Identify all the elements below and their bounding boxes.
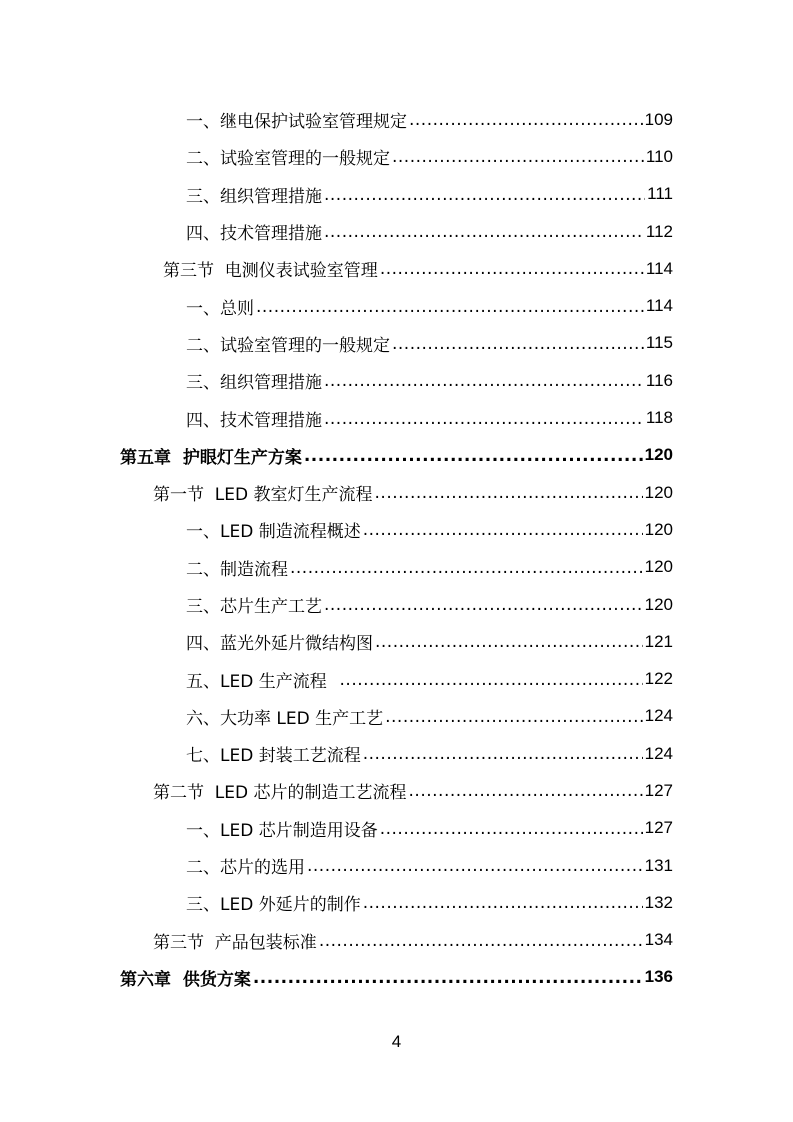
toc-entry[interactable] — [0, 623, 793, 660]
toc-entry[interactable] — [0, 138, 793, 175]
toc-entry[interactable] — [0, 810, 793, 847]
toc-entry-title: 第三节 电测仪表试验室管理 — [163, 261, 378, 282]
toc-entry-page: 115 — [645, 333, 673, 353]
toc-entry-page: 127 — [644, 818, 673, 838]
toc-entry[interactable] — [0, 698, 793, 735]
toc-entry-title: 一、继电保护试验室管理规定 — [186, 112, 407, 133]
toc-entry-title: 四、技术管理措施 — [186, 224, 322, 245]
toc-entry-title: 第六章 供货方案 — [120, 969, 251, 990]
dot-leader — [363, 522, 643, 539]
toc-entry[interactable] — [0, 287, 793, 324]
toc-entry-title: 五、LED 生产流程 — [186, 671, 338, 692]
toc-entry-title: 一、总则 — [186, 298, 254, 319]
dot-leader — [409, 112, 643, 129]
dot-leader — [409, 783, 643, 800]
toc-entry-title: 一、LED 芯片制造用设备 — [186, 820, 378, 841]
dot-leader — [340, 672, 643, 689]
toc-entry-page: 118 — [645, 408, 673, 428]
toc-entry-title: 二、试验室管理的一般规定 — [186, 149, 390, 170]
toc-entry-title: 第五章 护眼灯生产方案 — [120, 447, 302, 468]
toc-entry-title: 三、组织管理措施 — [186, 186, 322, 207]
toc-entry-page: 132 — [644, 892, 673, 912]
toc-entry-page: 112 — [645, 221, 673, 241]
toc-entry-page: 120 — [644, 445, 673, 465]
toc-entry-title: 一、LED 制造流程概述 — [186, 522, 361, 543]
toc-entry-title: 二、制造流程 — [186, 559, 288, 580]
toc-entry-title: 第三节 产品包装标准 — [153, 932, 317, 953]
toc-entry-page: 111 — [647, 184, 673, 204]
dot-leader — [324, 187, 645, 204]
toc-entry-title: 第一节 LED 教室灯生产流程 — [153, 485, 373, 506]
toc-entry-title: 四、技术管理措施 — [186, 410, 322, 431]
dot-leader — [375, 634, 643, 651]
toc-entry[interactable] — [0, 847, 793, 884]
dot-leader — [324, 411, 644, 428]
dot-leader — [256, 299, 644, 316]
dot-leader — [380, 821, 643, 838]
dot-leader — [385, 709, 643, 726]
toc-entry[interactable] — [0, 884, 793, 921]
toc-entry-page: 110 — [645, 146, 673, 166]
dot-leader — [392, 336, 644, 353]
toc-entry-page: 122 — [644, 669, 673, 689]
toc-section-entry[interactable] — [0, 922, 793, 959]
toc-entry[interactable] — [0, 511, 793, 548]
toc-entry-page: 121 — [644, 631, 673, 651]
toc-entry-title: 三、芯片生产工艺 — [186, 597, 322, 617]
toc-entry-page: 120 — [644, 594, 673, 614]
toc-chapter-entry[interactable] — [0, 959, 793, 996]
toc-entry-title: 七、LED 封装工艺流程 — [186, 746, 361, 767]
toc-entry[interactable] — [0, 586, 793, 623]
dot-leader — [380, 261, 644, 278]
toc-entry-page: 114 — [645, 296, 673, 316]
toc-entry-title: 二、芯片的选用 — [186, 858, 305, 879]
toc-entry-page: 116 — [645, 370, 673, 390]
toc-entry-page: 131 — [644, 855, 673, 875]
toc-entry-page: 109 — [644, 109, 673, 129]
dot-leader — [324, 597, 643, 614]
dot-leader — [304, 448, 643, 465]
dot-leader — [375, 485, 643, 502]
toc-entry-page: 136 — [644, 967, 673, 987]
toc-entry[interactable] — [0, 325, 793, 362]
toc-chapter-entry[interactable] — [0, 437, 793, 474]
toc-entry-page: 114 — [645, 258, 673, 278]
dot-leader — [290, 560, 643, 577]
table-of-contents — [0, 101, 793, 996]
toc-entry-page: 124 — [644, 706, 673, 726]
toc-entry-title: 三、组织管理措施 — [186, 373, 322, 394]
dot-leader — [324, 224, 644, 241]
toc-entry[interactable] — [0, 549, 793, 586]
toc-entry[interactable] — [0, 213, 793, 250]
toc-entry[interactable] — [0, 101, 793, 138]
toc-entry-title: 四、蓝光外延片微结构图 — [186, 634, 373, 655]
toc-entry[interactable] — [0, 399, 793, 436]
toc-entry-page: 134 — [644, 930, 673, 950]
toc-entry-page: 120 — [644, 557, 673, 577]
dot-leader — [307, 858, 643, 875]
toc-entry-page: 120 — [644, 482, 673, 502]
toc-entry[interactable] — [0, 660, 793, 697]
toc-section-entry[interactable] — [0, 250, 793, 287]
toc-entry-page: 120 — [644, 519, 673, 539]
toc-entry-title: 第二节 LED 芯片的制造工艺流程 — [153, 783, 407, 804]
toc-entry-page: 127 — [644, 780, 673, 800]
dot-leader — [363, 746, 643, 763]
toc-section-entry[interactable] — [0, 772, 793, 809]
page-number: 4 — [391, 1032, 402, 1051]
dot-leader — [253, 970, 643, 987]
toc-section-entry[interactable] — [0, 474, 793, 511]
toc-entry-title: 六、大功率 LED 生产工艺 — [186, 708, 384, 729]
dot-leader — [392, 149, 644, 166]
toc-entry-page: 124 — [644, 743, 673, 763]
dot-leader — [324, 373, 644, 390]
toc-entry[interactable] — [0, 735, 793, 772]
toc-entry[interactable] — [0, 176, 793, 213]
toc-entry[interactable] — [0, 362, 793, 399]
dot-leader — [319, 933, 643, 950]
toc-entry-title: 二、试验室管理的一般规定 — [186, 335, 390, 356]
toc-entry-title: 三、LED 外延片的制作 — [186, 895, 361, 916]
dot-leader — [363, 895, 643, 912]
